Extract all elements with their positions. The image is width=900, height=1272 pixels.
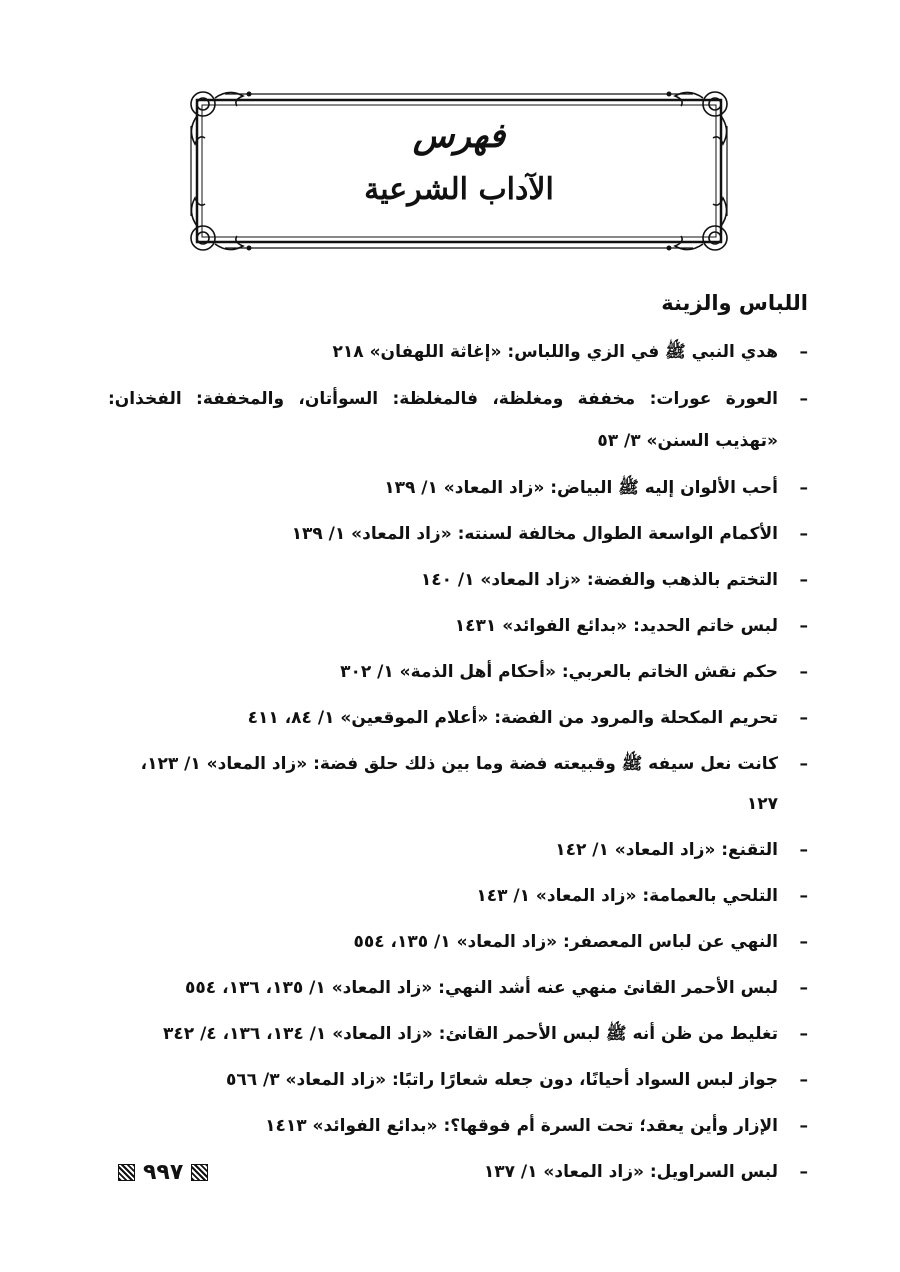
entry-text: التقنع: «زاد المعاد» ١/ ١٤٢ [555, 840, 778, 860]
entry-text: الأكمام الواسعة الطوال مخالفة لسنته: «زاد المعاد» ١/ ١٣٩ [291, 524, 778, 544]
entry-text: هدي النبي ﷺ في الزي واللباس: «إغاثة اللهفان» ٢١٨ [332, 342, 778, 362]
index-subtitle: الآداب الشرعية [364, 172, 554, 207]
entry-text: أحب الألوان إليه ﷺ البياض: «زاد المعاد» ١/ ١٣٩ [384, 478, 778, 498]
entry-text: التختم بالذهب والفضة: «زاد المعاد» ١/ ١٤٠ [420, 570, 778, 590]
bullet-dash: – [799, 616, 808, 636]
list-item [108, 652, 808, 692]
bullet-dash: – [799, 1162, 808, 1182]
list-item [108, 744, 808, 824]
page-footer [118, 1160, 208, 1185]
entry-text: الإزار وأين يعقد؛ تحت السرة أم فوقها؟: «بدائع الفوائد» ١٤١٣ [265, 1116, 778, 1136]
list-item [108, 698, 808, 738]
bullet-dash: – [799, 1024, 808, 1044]
bullet-dash: – [799, 754, 808, 774]
entry-text: تحريم المكحلة والمرود من الفضة: «أعلام الموقعين» ١/ ٨٤، ٤١١ [247, 708, 778, 728]
bullet-dash: – [799, 524, 808, 544]
bullet-dash: – [799, 342, 808, 362]
list-item [108, 332, 808, 372]
bullet-dash: – [799, 932, 808, 952]
entry-text: النهي عن لباس المعصفر: «زاد المعاد» ١/ ١٣٥، ٥٥٤ [353, 932, 778, 952]
entry-text: كانت نعل سيفه ﷺ وقبيعته فضة وما بين ذلك حلق فضة: «زاد المعاد» ١/ ١٢٣، ١٢٧ [140, 754, 778, 814]
bullet-dash: – [799, 570, 808, 590]
list-item [108, 830, 808, 870]
entry-text: لبس السراويل: «زاد المعاد» ١/ ١٣٧ [483, 1162, 778, 1182]
list-item [108, 514, 808, 554]
list-item [108, 922, 808, 962]
entry-text: حكم نقش الخاتم بالعربي: «أحكام أهل الذمة» ١/ ٣٠٢ [340, 662, 778, 682]
entry-text: لبس خاتم الحديد: «بدائع الفوائد» ١٤٣١ [454, 616, 778, 636]
entry-list [108, 332, 808, 1192]
list-item [108, 560, 808, 600]
ornamental-border [185, 86, 733, 256]
bullet-dash: – [799, 478, 808, 498]
bullet-dash: – [799, 708, 808, 728]
entry-text: التلحي بالعمامة: «زاد المعاد» ١/ ١٤٣ [476, 886, 778, 906]
index-title: فهرس [412, 116, 506, 156]
list-item [108, 876, 808, 916]
list-item [108, 606, 808, 646]
entry-text: العورة عورات: مخففة ومغلظة، فالمغلظة: السوأتان، والمخففة: الفخذان: «تهذيب السنن» ٣/ ٥٣ [108, 389, 778, 451]
list-item [108, 1152, 808, 1192]
bullet-dash: – [799, 886, 808, 906]
bullet-dash: – [799, 662, 808, 682]
list-item [108, 1014, 808, 1054]
list-item [108, 468, 808, 508]
bullet-dash: – [799, 1116, 808, 1136]
list-item [108, 1106, 808, 1146]
entry-text: تغليط من ظن أنه ﷺ لبس الأحمر القانئ: «زاد المعاد» ١/ ١٣٤، ١٣٦، ٤/ ٣٤٢ [163, 1024, 778, 1044]
index-content [108, 288, 808, 1198]
square-ornament-icon [191, 1164, 208, 1181]
bullet-dash: – [799, 978, 808, 998]
list-item [108, 1060, 808, 1100]
bullet-dash: – [799, 1070, 808, 1090]
entry-text: جواز لبس السواد أحيانًا، دون جعله شعارًا راتبًا: «زاد المعاد» ٣/ ٥٦٦ [225, 1070, 778, 1090]
bullet-dash: – [799, 840, 808, 860]
section-heading: اللباس والزينة [661, 291, 808, 315]
bullet-dash: – [799, 389, 808, 409]
entry-text: لبس الأحمر القانئ منهي عنه أشد النهي: «زاد المعاد» ١/ ١٣٥، ١٣٦، ٥٥٤ [185, 978, 778, 998]
list-item [108, 378, 808, 462]
list-item [108, 968, 808, 1008]
page-number: ٩٩٧ [143, 1160, 184, 1185]
title-frame [185, 86, 733, 256]
square-ornament-icon [118, 1164, 135, 1181]
